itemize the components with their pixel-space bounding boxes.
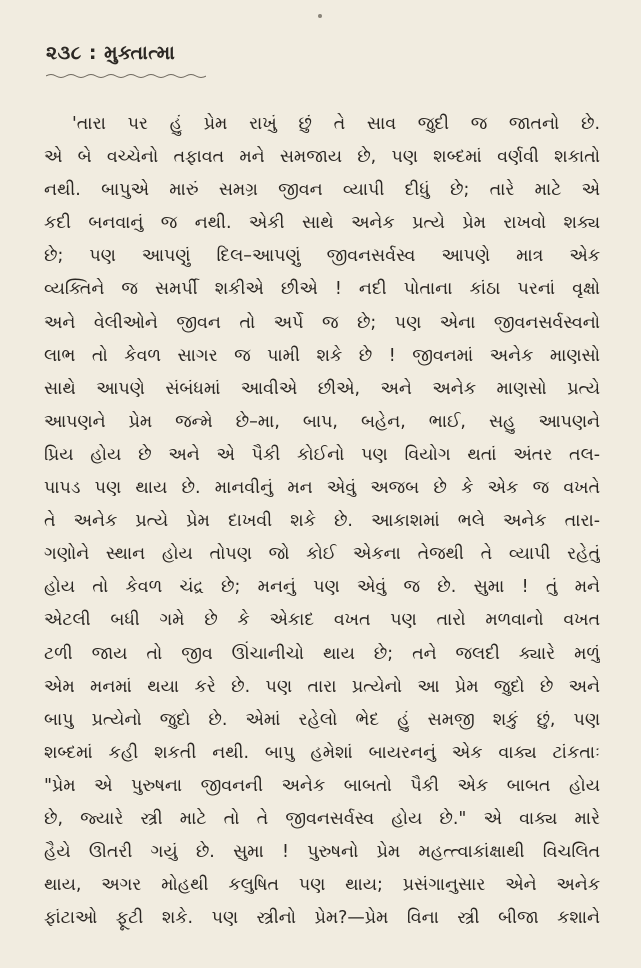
text-line: ફાંટાઓ ફૂટી શકે. પણ સ્ત્રીનો પ્રેમ?—પ્રેમ વિના સ્ત્રી બીજા કશાને [44,908,600,929]
text-line: એ બે વચ્ચેનો તફાવત મને સમજાય છે, પણ શબ્દમાં વર્ણવી શકાતો [44,147,600,168]
text-line: વ્યક્તિને જ સમર્પી શકીએ છીએ ! નદી પોતાના કાંઠા પરનાં વૃક્ષો [44,279,600,300]
text-line: કદી બનવાનું જ નથી. એકી સાથે અનેક પ્રત્યે પ્રેમ રાખવો શક્ય [44,213,600,234]
text-line: નથી. બાપુએ મારું સમગ્ર જીવન વ્યાપી દીધું છે; તારે માટે એ [44,180,600,201]
text-line: છે; પણ આપણું દિલ–આપણું જીવનસર્વસ્વ આપણે માત્ર એક [44,246,600,267]
text-line: એમ મનમાં થયા કરે છે. પણ તારા પ્રત્યેનો આ પ્રેમ જુદો છે અને [44,676,600,697]
text-line: છે, જ્યારે સ્ત્રી માટે તો તે જીવનસર્વસ્વ હોય છે." એ વાક્ય મારે [44,808,600,829]
text-line: શબ્દમાં કહી શકતી નથી. બાપુ હમેશાં બાયરનનું એક વાક્ય ટાંકતાઃ [44,742,600,763]
text-line: તે અનેક પ્રત્યે પ્રેમ દાખવી શકે છે. આકાશમાં ભલે અનેક તારા- [44,511,600,532]
text-line: પાપડ પણ થાય છે. માનવીનું મન એવું અજબ છે કે એક જ વખતે [44,478,600,499]
page-mark [318,14,322,18]
text-line: એટલી બધી ગમે છે કે એકાદ વખત પણ તારો મળવાનો વખત [44,610,600,631]
header-underline-ornament [46,73,206,79]
text-line: લાભ તો કેવળ સાગર જ પામી શકે છે ! જીવનમાં અનેક માણસો [44,345,600,366]
header-line [46,42,246,64]
text-line: ટળી જાય તો જીવ ઊંચાનીચો થાય છે; તને જલદી ક્યારે મળું [44,643,600,664]
text-line: સાથે આપણે સંબંધમાં આવીએ છીએ, અને અનેક માણસો પ્રત્યે [44,378,600,399]
text-line: 'તારા પર હું પ્રેમ રાખું છું તે સાવ જુદી જ જાતનો છે. [72,114,600,134]
text-line: બાપુ પ્રત્યેનો જુદો છે. એમાં રહેલો ભેદ હું સમજી શકું છું, પણ [44,709,600,730]
text-line: હૈયે ઊતરી ગયું છે. સુમા ! પુરુષનો પ્રેમ મહત્ત્વાકાંક્ષાથી વિચલિત [44,842,600,863]
text-line: "પ્રેમ એ પુરુષના જીવનની અનેક બાબતો પૈકી એક બાબત હોય [44,775,600,796]
text-line: પ્રિય હોય છે અને એ પૈકી કોઈનો પણ વિયોગ થતાં અંતર તલ- [44,444,600,465]
text-line: ગણોને સ્થાન હોય તોપણ જો કોઈ એકના તેજથી તે વ્યાપી રહેતું [44,544,600,565]
text-line: અને વેલીઓને જીવન તો અર્પે જ છે; પણ એના જીવનસર્વસ્વનો [44,312,600,333]
book-title: મુક્તાત્મા [104,42,176,64]
header-separator: : [88,42,97,64]
body-text [44,108,600,948]
text-line: હોય તો કેવળ ચંદ્ર છે; મનનું પણ એવું જ છે. સુમા ! તું મને [44,577,600,598]
text-line: થાય, અગર મોહથી કલુષિત પણ થાય; પ્રસંગાનુસાર એને અનેક [44,875,600,896]
text-line: આપણને પ્રેમ જન્મે છે–મા, બાપ, બહેન, ભાઈ, સહુ આપણને [44,411,600,432]
page-number: ૨૩૮ [46,42,82,64]
running-header [46,42,246,83]
